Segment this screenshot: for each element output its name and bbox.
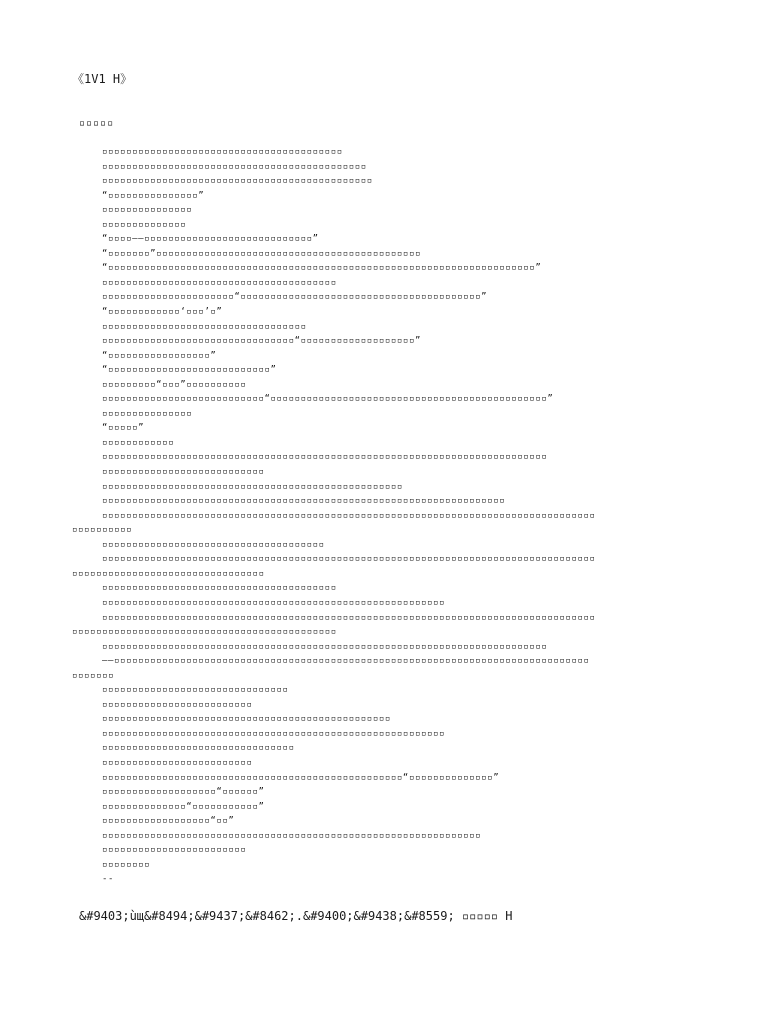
text-line: ▫▫▫▫▫▫▫▫▫▫▫▫▫▫▫▫▫▫“▫▫”: [102, 816, 235, 827]
text-line: ▫▫▫▫▫▫▫▫▫▫▫▫▫▫▫▫▫▫▫▫▫▫▫▫▫▫▫▫▫▫▫▫▫▫▫▫▫▫▫▫▫▫▫▫▫▫▫▫▫▫▫▫▫▫▫▫▫▫▫▫▫▫▫: [102, 830, 482, 841]
text-line: --: [102, 874, 115, 885]
text-line: ▫▫▫▫▫▫▫▫▫▫▫▫▫▫▫▫▫▫▫▫▫▫▫▫▫: [102, 757, 253, 768]
text-line: ▫▫▫▫▫▫▫▫▫▫▫▫▫▫▫▫▫▫▫▫▫▫▫▫▫▫▫▫▫▫▫▫▫▫▫▫▫▫▫▫▫▫▫▫▫▫▫▫▫▫▫▫▫▫▫▫▫▫▫▫▫▫▫▫▫▫▫▫▫▫▫▫▫▫▫▫▫▫▫▫▫▫: [102, 554, 596, 565]
text-line: ▫▫▫▫▫▫▫▫▫▫▫▫▫▫▫▫▫▫▫▫▫▫▫▫▫▫▫“▫▫▫▫▫▫▫▫▫▫▫▫▫▫▫▫▫▫▫▫▫▫▫▫▫▫▫▫▫▫▫▫▫▫▫▫▫▫▫▫▫▫▫▫▫▫”: [102, 394, 554, 405]
text-line: “▫▫▫▫▫▫▫▫▫▫▫▫▫▫▫▫▫”: [102, 350, 217, 361]
text-line: ▫▫▫▫▫▫▫▫▫▫▫▫▫▫▫▫▫▫▫▫▫▫▫▫▫▫▫▫▫▫▫▫▫▫▫▫▫▫▫▫▫▫▫▫▫▫▫▫▫▫“▫▫▫▫▫▫▫▫▫▫▫▫▫▫”: [102, 772, 500, 783]
text-line: ▫▫▫▫▫▫▫▫▫▫▫▫▫▫▫▫▫▫▫▫▫▫▫▫▫▫▫▫▫▫▫▫▫▫▫▫▫▫▫▫▫▫▫▫▫▫▫▫▫▫▫▫▫▫▫▫▫▫▫▫▫▫▫▫▫▫▫▫▫▫▫▫▫▫▫▫▫▫▫▫▫▫: [102, 510, 596, 521]
text-line: ▫▫▫▫▫▫▫▫▫▫▫▫▫▫▫▫▫▫▫▫▫▫▫▫▫▫▫▫▫▫▫▫▫▫: [102, 321, 307, 332]
text-line: ▫▫▫▫▫▫▫▫▫▫▫▫▫▫▫▫▫▫▫▫▫▫▫▫▫▫▫▫▫▫▫▫▫▫▫▫▫▫▫▫▫▫▫▫▫▫▫▫▫▫▫▫▫▫▫▫▫▫▫▫▫▫▫▫▫▫▫▫▫▫▫▫▫▫: [102, 452, 548, 463]
text-line: “▫▫▫▫▫▫▫”▫▫▫▫▫▫▫▫▫▫▫▫▫▫▫▫▫▫▫▫▫▫▫▫▫▫▫▫▫▫▫▫▫▫▫▫▫▫▫▫▫▫▫▫: [102, 248, 421, 259]
text-line: ▫▫▫▫▫▫▫▫▫▫▫▫: [102, 437, 175, 448]
text-line: ▫▫▫▫▫▫▫▫▫▫▫▫▫▫▫▫▫▫▫▫▫▫▫▫▫▫▫▫▫▫▫▫: [102, 743, 295, 754]
text-line: ▫▫▫▫▫▫▫▫▫▫▫▫▫▫▫▫▫▫▫▫▫▫▫▫▫▫▫▫▫▫▫▫▫▫▫▫▫▫▫▫▫▫▫▫▫: [102, 176, 373, 187]
text-line: ▫▫▫▫▫▫▫▫▫▫▫▫▫▫▫▫▫▫▫▫▫▫“▫▫▫▫▫▫▫▫▫▫▫▫▫▫▫▫▫▫▫▫▫▫▫▫▫▫▫▫▫▫▫▫▫▫▫▫▫▫▫▫”: [102, 292, 488, 303]
text-line: ▫▫▫▫▫▫▫▫▫▫▫▫▫▫▫▫▫▫▫▫▫▫▫▫▫▫▫▫▫▫▫▫▫▫▫▫▫▫▫▫▫▫▫▫▫▫▫▫: [102, 714, 391, 725]
text-line: ▫▫▫▫▫▫▫▫▫▫▫▫▫▫▫▫▫▫▫▫▫▫▫▫▫▫▫▫▫▫▫: [102, 685, 289, 696]
text-line: ▫▫▫▫▫▫▫▫: [102, 859, 151, 870]
text-line: ▫▫▫▫▫▫▫▫▫▫▫▫▫▫▫▫▫▫▫▫▫▫▫▫▫▫▫▫▫▫▫▫▫▫▫▫▫▫▫▫▫▫▫▫: [72, 627, 337, 638]
text-line: ▫▫▫▫▫▫▫▫▫▫: [72, 525, 133, 536]
text-line: ▫▫▫▫▫▫▫▫▫▫▫▫▫▫▫▫▫▫▫▫▫▫▫▫▫▫▫▫▫▫▫▫▫▫▫▫▫▫▫: [102, 583, 337, 594]
text-line: ▫▫▫▫▫▫▫▫▫▫▫▫▫▫▫▫▫▫▫▫▫▫▫▫▫▫▫▫▫▫▫▫“▫▫▫▫▫▫▫▫▫▫▫▫▫▫▫▫▫▫▫”: [102, 336, 421, 347]
footer-watermark: &#9403;ùщ&#8494;&#9437;&#8462;.&#9400;&#9438;&#8559; ▫▫▫▫▫ H: [79, 909, 513, 923]
text-line: “▫▫▫▫▫▫▫▫▫▫▫▫‘▫▫▫’▫”: [102, 307, 223, 318]
text-line: ▫▫▫▫▫▫▫▫▫▫▫▫▫▫▫▫▫▫▫▫▫▫▫▫▫▫▫▫▫▫▫▫▫▫▫▫▫▫▫▫▫▫▫▫▫▫▫▫▫▫: [102, 481, 403, 492]
text-line: ▫▫▫▫▫▫▫▫▫▫▫▫▫▫▫▫▫▫▫▫▫▫▫▫▫▫▫▫▫▫▫▫: [72, 568, 265, 579]
text-line: “▫▫▫▫▫▫▫▫▫▫▫▫▫▫▫▫▫▫▫▫▫▫▫▫▫▫▫”: [102, 365, 277, 376]
text-line: ▫▫▫▫▫▫▫▫▫▫▫▫▫▫▫▫▫▫▫▫▫▫▫▫▫: [102, 699, 253, 710]
text-line: ▫▫▫▫▫▫▫▫▫▫▫▫▫▫▫▫▫▫▫▫▫▫▫▫▫▫▫▫▫▫▫▫▫▫▫▫▫▫▫▫▫▫▫▫▫▫▫▫▫▫▫▫▫▫▫▫▫▫▫▫▫▫▫▫▫▫▫▫▫▫▫▫▫▫▫▫▫▫▫▫▫▫: [102, 612, 596, 623]
text-line: ▫▫▫▫▫▫▫: [72, 670, 115, 681]
document-body: [72, 145, 700, 887]
text-line: “▫▫▫▫▫”: [102, 423, 145, 434]
text-line: ▫▫▫▫▫▫▫▫▫“▫▫▫”▫▫▫▫▫▫▫▫▫▫: [102, 379, 247, 390]
text-line: ▫▫▫▫▫▫▫▫▫▫▫▫▫▫: [102, 219, 187, 230]
text-line: ▫▫▫▫▫▫▫▫▫▫▫▫▫▫▫▫▫▫▫▫▫▫▫▫▫▫▫▫▫▫▫▫▫▫▫▫▫: [102, 539, 325, 550]
text-line: ▫▫▫▫▫▫▫▫▫▫▫▫▫▫▫▫▫▫▫▫▫▫▫▫▫▫▫: [102, 467, 265, 478]
text-line: “▫▫▫▫▫▫▫▫▫▫▫▫▫▫▫”: [102, 190, 205, 201]
chapter-heading: ▫▫▫▫▫: [79, 118, 115, 129]
text-line: ▫▫▫▫▫▫▫▫▫▫▫▫▫▫▫▫▫▫▫▫▫▫▫▫▫▫▫▫▫▫▫▫▫▫▫▫▫▫▫▫▫▫▫▫▫▫▫▫▫▫▫▫▫▫▫▫▫: [102, 728, 446, 739]
text-line: ▫▫▫▫▫▫▫▫▫▫▫▫▫▫▫: [102, 205, 193, 216]
document-title: 《1V1 H》: [72, 72, 133, 86]
text-line: ——▫▫▫▫▫▫▫▫▫▫▫▫▫▫▫▫▫▫▫▫▫▫▫▫▫▫▫▫▫▫▫▫▫▫▫▫▫▫▫▫▫▫▫▫▫▫▫▫▫▫▫▫▫▫▫▫▫▫▫▫▫▫▫▫▫▫▫▫▫▫▫▫▫▫▫▫▫▫▫: [102, 656, 590, 667]
text-line: “▫▫▫▫▫▫▫▫▫▫▫▫▫▫▫▫▫▫▫▫▫▫▫▫▫▫▫▫▫▫▫▫▫▫▫▫▫▫▫▫▫▫▫▫▫▫▫▫▫▫▫▫▫▫▫▫▫▫▫▫▫▫▫▫▫▫▫▫▫▫▫”: [102, 263, 542, 274]
text-line: ▫▫▫▫▫▫▫▫▫▫▫▫▫▫▫▫▫▫▫▫▫▫▫▫▫▫▫▫▫▫▫▫▫▫▫▫▫▫▫▫▫▫▫▫▫▫▫▫▫▫▫▫▫▫▫▫▫▫▫▫▫▫▫▫▫▫▫: [102, 496, 506, 507]
text-line: ▫▫▫▫▫▫▫▫▫▫▫▫▫▫▫▫▫▫▫▫▫▫▫▫▫▫▫▫▫▫▫▫▫▫▫▫▫▫▫▫: [102, 147, 343, 157]
text-line: ▫▫▫▫▫▫▫▫▫▫▫▫▫▫“▫▫▫▫▫▫▫▫▫▫▫”: [102, 801, 265, 812]
text-line: ▫▫▫▫▫▫▫▫▫▫▫▫▫▫▫▫▫▫▫▫▫▫▫▫▫▫▫▫▫▫▫▫▫▫▫▫▫▫▫▫▫▫▫▫: [102, 161, 367, 172]
text-line: ▫▫▫▫▫▫▫▫▫▫▫▫▫▫▫▫▫▫▫“▫▫▫▫▫▫”: [102, 787, 265, 798]
text-line: ▫▫▫▫▫▫▫▫▫▫▫▫▫▫▫: [102, 408, 193, 419]
text-line: ▫▫▫▫▫▫▫▫▫▫▫▫▫▫▫▫▫▫▫▫▫▫▫▫▫▫▫▫▫▫▫▫▫▫▫▫▫▫▫▫▫▫▫▫▫▫▫▫▫▫▫▫▫▫▫▫▫: [102, 597, 446, 608]
text-line: “▫▫▫▫——▫▫▫▫▫▫▫▫▫▫▫▫▫▫▫▫▫▫▫▫▫▫▫▫▫▫▫▫”: [102, 234, 319, 245]
text-line: ▫▫▫▫▫▫▫▫▫▫▫▫▫▫▫▫▫▫▫▫▫▫▫▫▫▫▫▫▫▫▫▫▫▫▫▫▫▫▫▫▫▫▫▫▫▫▫▫▫▫▫▫▫▫▫▫▫▫▫▫▫▫▫▫▫▫▫▫▫▫▫▫▫▫: [102, 641, 548, 652]
text-line: ▫▫▫▫▫▫▫▫▫▫▫▫▫▫▫▫▫▫▫▫▫▫▫▫: [102, 845, 247, 856]
text-line: ▫▫▫▫▫▫▫▫▫▫▫▫▫▫▫▫▫▫▫▫▫▫▫▫▫▫▫▫▫▫▫▫▫▫▫▫▫▫▫: [102, 277, 337, 288]
